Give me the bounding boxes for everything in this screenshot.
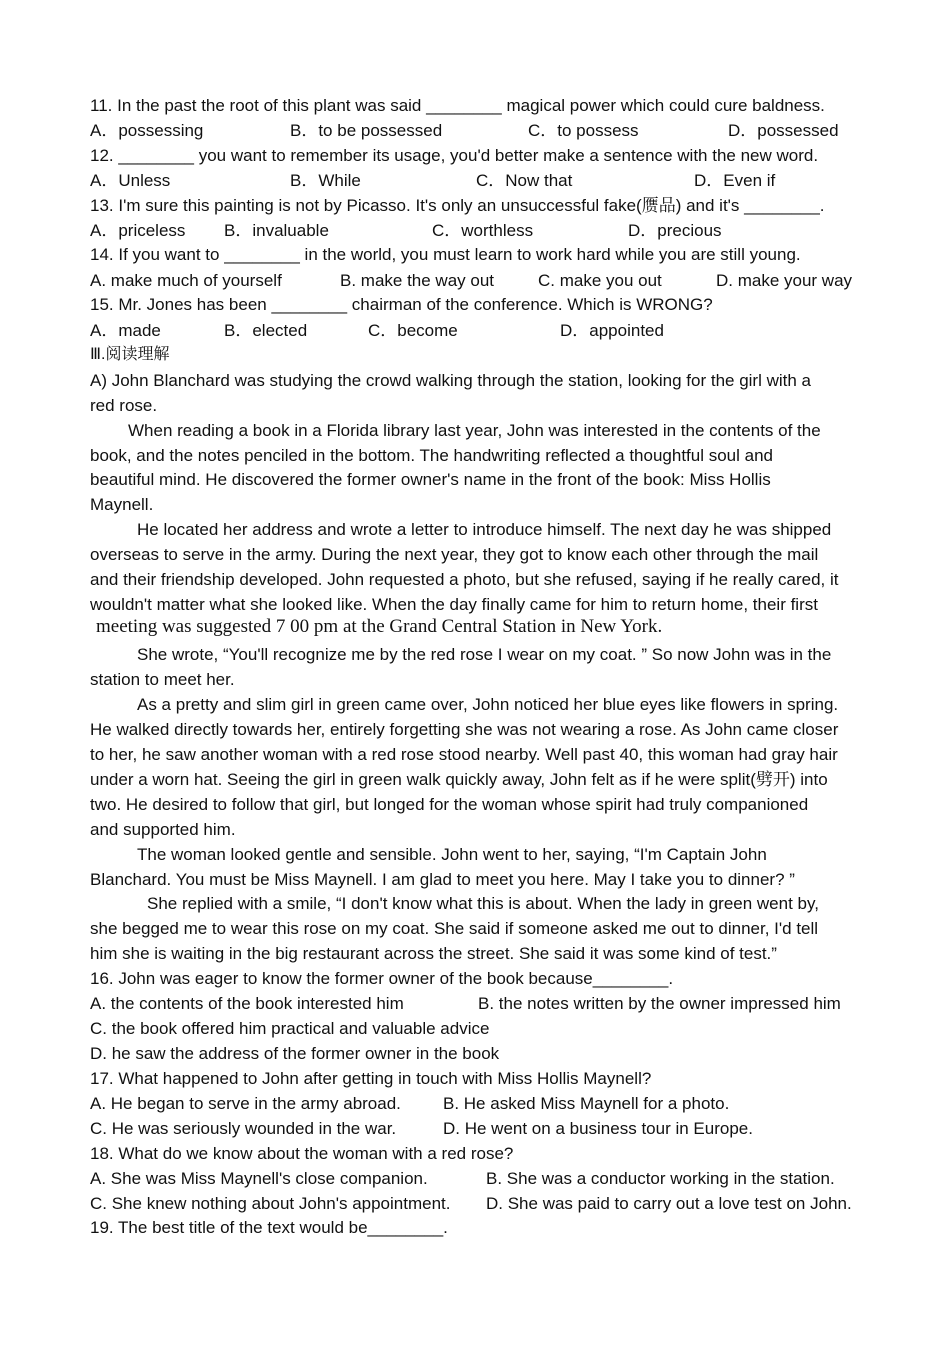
option-b: B. He asked Miss Maynell for a photo. xyxy=(443,1094,730,1113)
passage-line: She wrote, “You'll recognize me by the red rose I wear on my coat. ” So now John was in the xyxy=(137,645,832,664)
question-11-stem: 11. In the past the root of this plant was said ________ magical power which could cure baldness. xyxy=(90,96,825,115)
option-a: A. He began to serve in the army abroad. xyxy=(90,1094,401,1113)
passage-line: two. He desired to follow that girl, but longed for the woman whose spirit had truly companioned xyxy=(90,795,809,814)
question-12-stem: 12. ________ you want to remember its usage, you'd better make a sentence with the new word. xyxy=(90,146,819,165)
option-d: D. He went on a business tour in Europe. xyxy=(443,1119,753,1138)
passage-line: As a pretty and slim girl in green came over, John noticed her blue eyes like flowers in spring. xyxy=(137,695,839,714)
passage-line: under a worn hat. Seeing the girl in green walk quickly away, John felt as if he were split(劈开) into xyxy=(90,770,828,789)
question-16-stem: 16. John was eager to know the former owner of the book because________. xyxy=(90,969,674,988)
option-a: A．made xyxy=(90,321,161,340)
passage-line: him she is waiting in the big restaurant across the street. She said it was some kind of test.” xyxy=(90,944,777,963)
passage-line: Maynell. xyxy=(90,495,154,514)
option-d: D．appointed xyxy=(560,321,664,340)
passage-line: Blanchard. You must be Miss Maynell. I am glad to meet you here. May I take you to dinner? ” xyxy=(90,870,795,889)
option-b: B. She was a conductor working in the station. xyxy=(486,1169,835,1188)
option-c: C．Now that xyxy=(476,171,573,190)
option-b: B. the notes written by the owner impressed him xyxy=(478,994,841,1013)
question-19-stem: 19. The best title of the text would be________. xyxy=(90,1218,448,1237)
passage-line: wouldn't matter what she looked like. When the day finally came for him to return home, their first xyxy=(90,595,818,614)
option-d: D．possessed xyxy=(728,121,839,140)
question-17-stem: 17. What happened to John after getting in touch with Miss Hollis Maynell? xyxy=(90,1069,652,1088)
option-c: C．to possess xyxy=(528,121,639,140)
option-a: A. the contents of the book interested him xyxy=(90,994,404,1013)
option-a: A．possessing xyxy=(90,121,204,140)
option-a: A．priceless xyxy=(90,221,186,240)
question-18-stem: 18. What do we know about the woman with a red rose? xyxy=(90,1144,514,1163)
option-b: B．to be possessed xyxy=(290,121,443,140)
question-13-stem: 13. I'm sure this painting is not by Picasso. It's only an unsuccessful fake(赝品) and it's ________. xyxy=(90,196,825,215)
passage-line: When reading a book in a Florida library last year, John was interested in the contents of the xyxy=(128,421,821,440)
passage-line: overseas to serve in the army. During the next year, they got to know each other through the mail xyxy=(90,545,819,564)
option-a: A．Unless xyxy=(90,171,171,190)
section-title: Ⅲ.阅读理解 xyxy=(90,346,170,363)
option-d: D. make your way xyxy=(716,271,853,290)
passage-line: to her, he saw another woman with a red rose stood nearby. Well past 40, this woman had gray hair xyxy=(90,745,838,764)
passage-line: she begged me to wear this rose on my coat. She said if someone asked me out to dinner, I'd tell xyxy=(90,919,819,938)
passage-line: and supported him. xyxy=(90,820,236,839)
option-c: C. He was seriously wounded in the war. xyxy=(90,1119,397,1138)
option-b: B．elected xyxy=(224,321,308,340)
option-a: A. make much of yourself xyxy=(90,271,282,290)
option-d: D．Even if xyxy=(694,171,776,190)
option-a: A. She was Miss Maynell's close companion. xyxy=(90,1169,428,1188)
option-b: B. make the way out xyxy=(340,271,495,290)
passage-line: red rose. xyxy=(90,396,158,415)
question-15-stem: 15. Mr. Jones has been ________ chairman of the conference. Which is WRONG? xyxy=(90,295,713,314)
passage-line: beautiful mind. He discovered the former owner's name in the front of the book: Miss Hollis xyxy=(90,470,771,489)
passage-line: A) John Blanchard was studying the crowd walking through the station, looking for the girl with a xyxy=(90,371,812,390)
option-c: C．worthless xyxy=(432,221,534,240)
option-c: C. She knew nothing about John's appointment. xyxy=(90,1194,451,1213)
option-b: B．While xyxy=(290,171,361,190)
question-16-option-c: C. the book offered him practical and valuable advice xyxy=(90,1019,490,1038)
question-14-stem: 14. If you want to ________ in the world, you must learn to work hard while you are still young. xyxy=(90,245,801,264)
passage-line: meeting was suggested 7 00 pm at the Grand Central Station in New York. xyxy=(96,616,663,637)
passage-line: The woman looked gentle and sensible. John went to her, saying, “I'm Captain John xyxy=(137,845,767,864)
passage-line: He walked directly towards her, entirely forgetting she was not wearing a rose. As John came closer xyxy=(90,720,839,739)
option-b: B．invaluable xyxy=(224,221,329,240)
passage-line: and their friendship developed. John requested a photo, but she refused, saying if he really cared, it xyxy=(90,570,839,589)
passage-line: book, and the notes penciled in the bottom. The handwriting reflected a thoughtful soul and xyxy=(90,446,773,465)
option-d: D. She was paid to carry out a love test on John. xyxy=(486,1194,852,1213)
question-16-option-d: D. he saw the address of the former owner in the book xyxy=(90,1044,500,1063)
passage-line: He located her address and wrote a letter to introduce himself. The next day he was shipped xyxy=(137,520,832,539)
option-d: D．precious xyxy=(628,221,722,240)
option-c: C．become xyxy=(368,321,458,340)
passage-line: station to meet her. xyxy=(90,670,235,689)
option-c: C. make you out xyxy=(538,271,662,290)
passage-line: She replied with a smile, “I don't know what this is about. When the lady in green went by, xyxy=(147,894,819,913)
